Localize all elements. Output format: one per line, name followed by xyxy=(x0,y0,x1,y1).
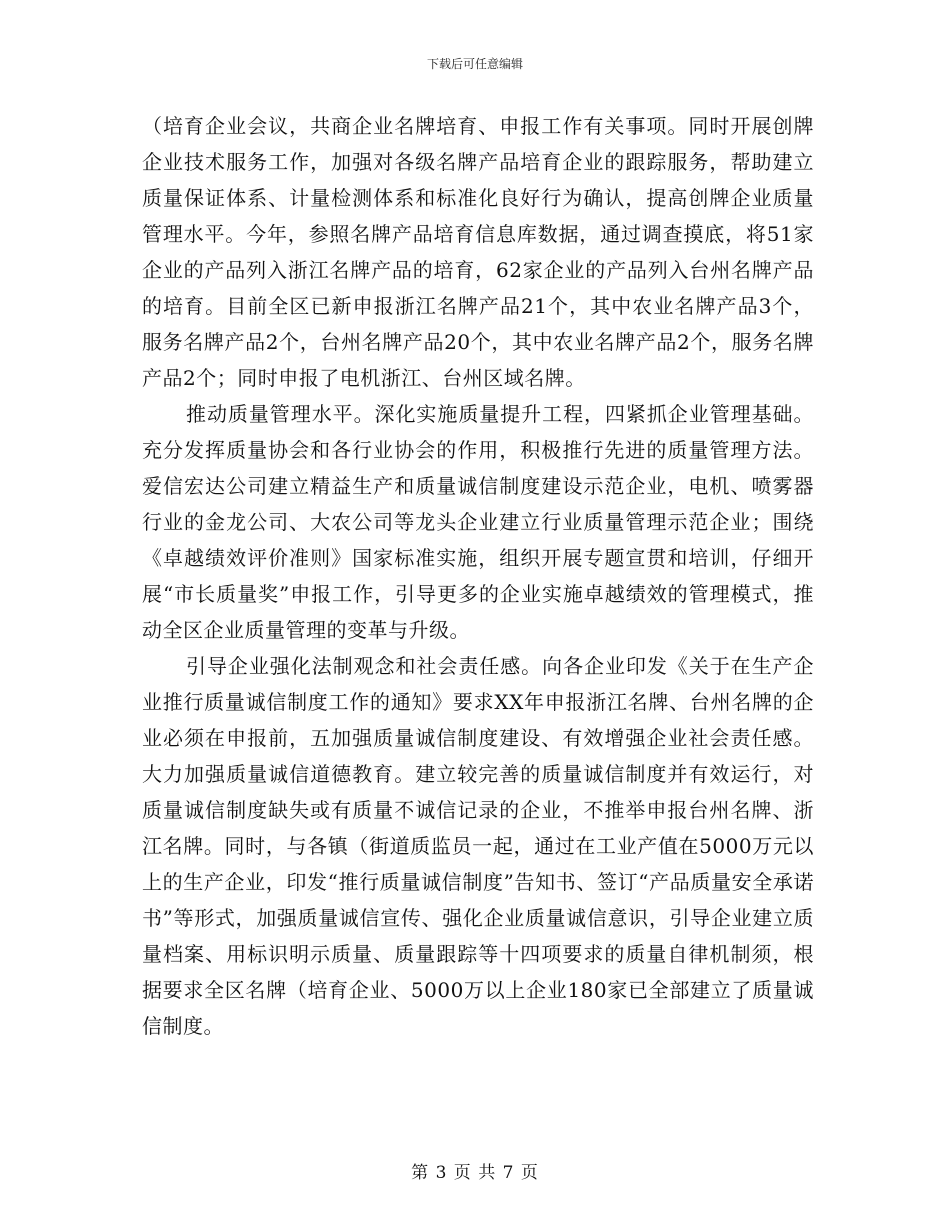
page-footer: 第 3 页 共 7 页 xyxy=(411,1163,539,1183)
paragraph-3: 引导企业强化法制观念和社会责任感。向各企业印发《关于在生产企业推行质量诚信制度工作的通知》要求XX年申报浙江名牌、台州名牌的企业必须在申报前，五加强质量诚信制度建设、有效增强企业社会责任感。大力加强质量诚信道德教育。建立较完善的质量诚信制度并有效运行，对质量诚信制度缺失或有质量不诚信记录的企业，不推举申报台州名牌、浙江名牌。同时，与各镇（街道质监员一起，通过在工业产值在5000万元以上的生产企业，印发“推行质量诚信制度”告知书、签订“产品质量安全承诺书”等形式，加强质量诚信宣传、强化企业质量诚信意识，引导企业建立质量档案、用标识明示质量、质量跟踪等十四项要求的质量自律机制须，根据要求全区名牌（培育企业、5000万以上企业180家已全部建立了质量诚信制度。 xyxy=(142,654,814,1038)
document-body xyxy=(142,108,814,1044)
page-header: 下载后可任意编辑 xyxy=(426,57,523,71)
paragraph-1: （培育企业会议，共商企业名牌培育、申报工作有关事项。同时开展创牌企业技术服务工作，加强对各级名牌产品培育企业的跟踪服务，帮助建立质量保证体系、计量检测体系和标准化良好行为确认，提高创牌企业质量管理水平。今年，参照名牌产品培育信息库数据，通过调查摸底，将51家企业的产品列入浙江名牌产品的培育，62家企业的产品列入台州名牌产品的培育。目前全区已新申报浙江名牌产品21个，其中农业名牌产品3个，服务名牌产品2个，台州名牌产品20个，其中农业名牌产品2个，服务名牌产品2个；同时申报了电机浙江、台州区域名牌。 xyxy=(142,114,814,390)
paragraph-2: 推动质量管理水平。深化实施质量提升工程，四紧抓企业管理基础。充分发挥质量协会和各行业协会的作用，积极推行先进的质量管理方法。爱信宏达公司建立精益生产和质量诚信制度建设示范企业，电机、喷雾器行业的金龙公司、大农公司等龙头企业建立行业质量管理示范企业；围绕《卓越绩效评价准则》国家标准实施，组织开展专题宣贯和培训，仔细开展“市长质量奖”申报工作，引导更多的企业实施卓越绩效的管理模式，推动全区企业质量管理的变革与升级。 xyxy=(142,402,814,642)
